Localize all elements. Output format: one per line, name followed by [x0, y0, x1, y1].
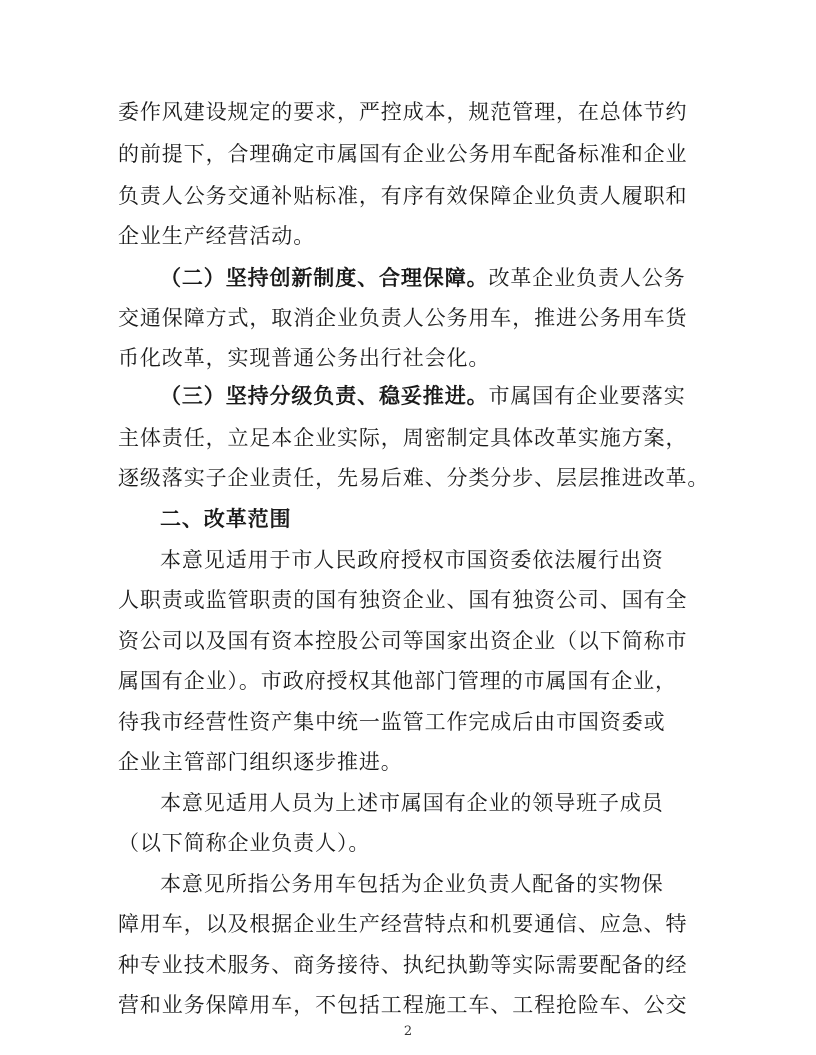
p1-line-3: 负责人公务交通补贴标准，有序有效保障企业负责人履职和	[118, 184, 688, 208]
p4-line-4: 属国有企业）。市政府授权其他部门管理的市属国有企业，	[118, 669, 677, 693]
p2-line-2: 交通保障方式，取消企业负责人公务用车，推进公务用车货	[118, 306, 688, 330]
p2-rest: 改革企业负责人公务	[488, 266, 686, 290]
p4-line-1: 本意见适用于市人民政府授权市国资委依法履行出资	[160, 548, 664, 572]
section-heading: 二、改革范围	[160, 507, 292, 531]
page-number: 2	[403, 1024, 413, 1039]
p1-line-1: 委作风建设规定的要求，严控成本，规范管理，在总体节约	[118, 100, 688, 124]
p3-line-2: 主体责任，立足本企业实际，周密制定具体改革实施方案，	[118, 426, 688, 450]
p2-line-3: 币化改革，实现普通公务出行社会化。	[118, 346, 491, 370]
p6-line-3: 种专业技术服务、商务接待、执纪执勤等实际需要配备的经	[118, 953, 688, 977]
p2-line-1	[160, 264, 686, 292]
p4-line-3: 资公司以及国有资本控股公司等国家出资企业（以下简称市	[118, 629, 688, 653]
p2-lead: （二）坚持创新制度、合理保障。	[160, 266, 489, 290]
p3-rest: 市属国有企业要落实	[488, 384, 686, 408]
p6-line-2: 障用车，以及根据企业生产经营特点和机要通信、应急、特	[118, 912, 688, 936]
p5-line-2: （以下简称企业负责人）。	[118, 831, 371, 855]
p3-line-3: 逐级落实子企业责任，先易后难、分类分步、层层推进改革。	[118, 466, 710, 490]
p4-line-2: 人职责或监管职责的国有独资企业、国有独资公司、国有全	[118, 588, 688, 612]
p6-line-4: 营和业务保障用车，不包括工程施工车、工程抢险车、公交	[118, 993, 688, 1017]
p6-line-1: 本意见所指公务用车包括为企业负责人配备的实物保	[160, 872, 664, 896]
p3-line-1	[160, 382, 686, 410]
p3-lead: （三）坚持分级负责、稳妥推进。	[160, 384, 489, 408]
p5-line-1: 本意见适用人员为上述市属国有企业的领导班子成员	[160, 791, 664, 815]
p4-line-5: 待我市经营性资产集中统一监管工作完成后由市国资委或	[118, 710, 666, 734]
p1-line-2: 的前提下，合理确定市属国有企业公务用车配备标准和企业	[118, 142, 688, 166]
p4-line-6: 企业主管部门组织逐步推进。	[118, 750, 403, 774]
p1-line-4: 企业生产经营活动。	[118, 224, 316, 248]
